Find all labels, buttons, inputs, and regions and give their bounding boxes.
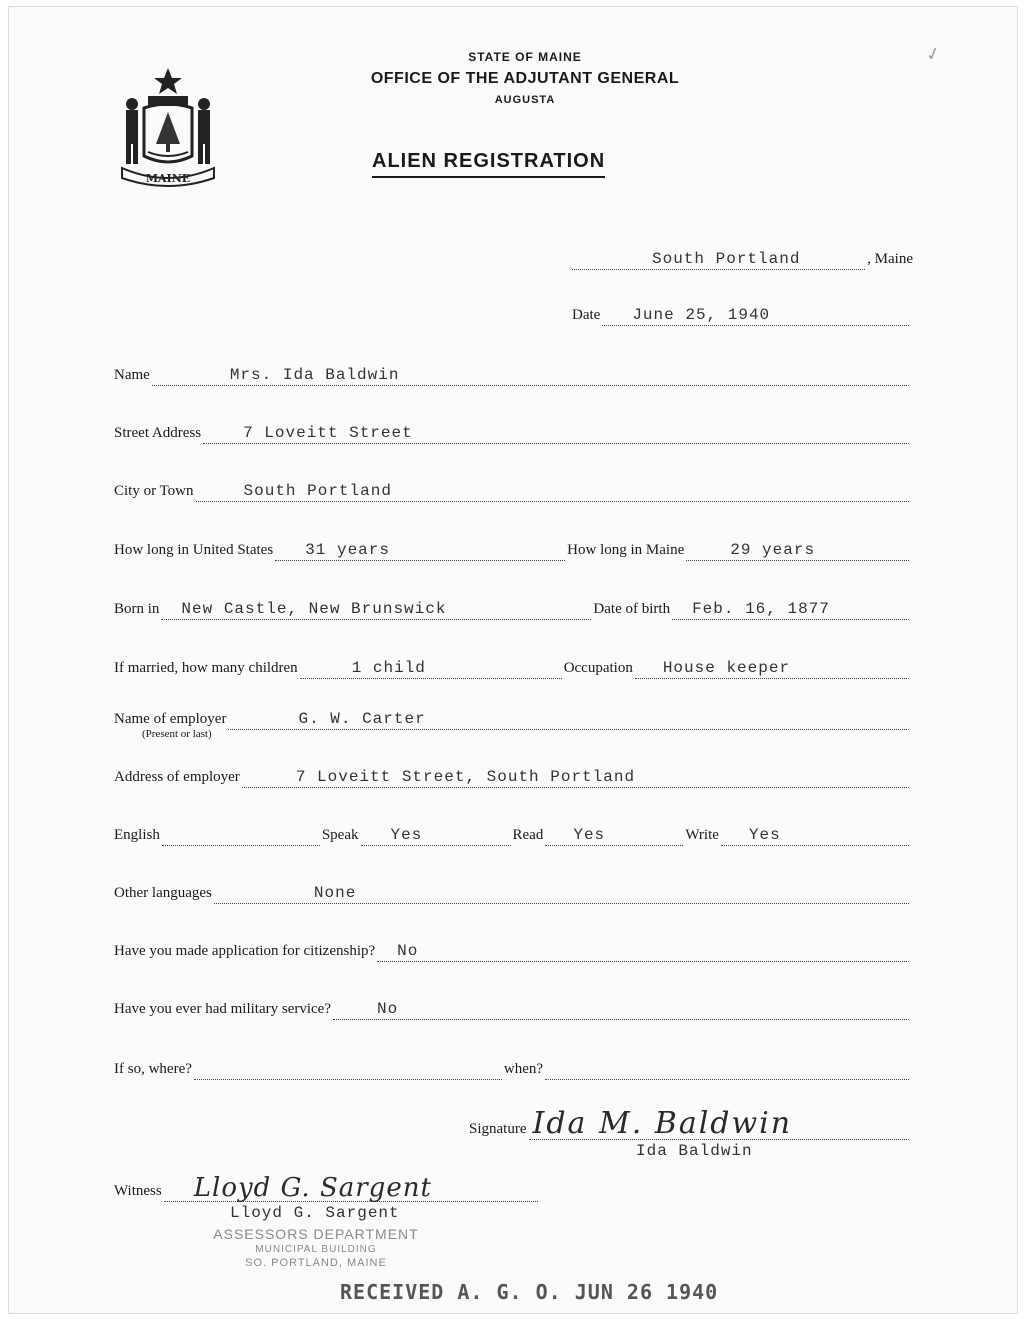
location-field: South Portland	[572, 249, 865, 270]
check-mark-icon: ✓	[923, 42, 944, 66]
employer-field: G. W. Carter	[228, 709, 909, 730]
service-location-line	[114, 1050, 911, 1080]
city-field: South Portland	[196, 481, 909, 502]
write-field: Yes	[721, 825, 909, 846]
english-label: English	[114, 827, 160, 843]
other-languages-label: Other languages	[114, 885, 212, 901]
citizenship-label: Have you made application for citizenship?	[114, 943, 376, 959]
street-line	[114, 414, 911, 444]
street-label: Street Address	[114, 425, 202, 441]
city-label: City or Town	[114, 483, 194, 499]
witness-typed-name: Lloyd G. Sargent	[230, 1204, 400, 1222]
name-line	[114, 356, 911, 386]
children-field: 1 child	[300, 658, 562, 679]
how-long-us-field: 31 years	[275, 540, 565, 561]
how-long-maine-field: 29 years	[686, 540, 909, 561]
witness-handwritten: Lloyd G. Sargent	[193, 1173, 432, 1203]
office-name: OFFICE OF THE ADJUTANT GENERAL	[370, 70, 680, 87]
employer-line	[114, 700, 911, 740]
employer-label: Name of employer	[114, 711, 227, 727]
other-languages-line	[114, 874, 911, 904]
english-field	[162, 825, 320, 846]
street-field: 7 Loveitt Street	[203, 423, 909, 444]
signature-line	[469, 1106, 911, 1141]
read-label: Read	[512, 827, 544, 843]
city-line	[114, 472, 911, 502]
dob-field: Feb. 16, 1877	[672, 599, 909, 620]
signature-field	[529, 1106, 910, 1141]
name-label: Name	[114, 367, 150, 383]
when-field	[545, 1059, 909, 1080]
military-line	[114, 990, 911, 1020]
location-line	[570, 240, 913, 270]
witness-field	[164, 1173, 538, 1203]
svg-text:MAINE: MAINE	[145, 172, 191, 185]
citizenship-line	[114, 932, 911, 962]
office-city: AUGUSTA	[494, 94, 556, 106]
date-label: Date	[572, 307, 601, 323]
received-stamp: RECEIVED A. G. O. JUN 26 1940	[340, 1280, 719, 1304]
military-label: Have you ever had military service?	[114, 1001, 331, 1017]
how-long-us-label: How long in United States	[114, 542, 274, 558]
birth-line	[114, 590, 911, 620]
when-label: when?	[503, 1061, 544, 1077]
signature-label: Signature	[469, 1121, 527, 1137]
born-in-field: New Castle, New Brunswick	[161, 599, 591, 620]
speak-field: Yes	[361, 825, 511, 846]
stamp-line-3: SO. PORTLAND, MAINE	[245, 1257, 387, 1269]
military-field: No	[333, 999, 909, 1020]
employer-address-label: Address of employer	[114, 769, 240, 785]
date-field: June 25, 1940	[602, 305, 909, 326]
witness-line	[114, 1172, 540, 1202]
date-line	[572, 296, 911, 326]
employer-address-line	[114, 758, 911, 788]
state-label: , Maine	[867, 251, 913, 267]
write-label: Write	[685, 827, 719, 843]
other-languages-field: None	[214, 883, 909, 904]
employer-address-field: 7 Loveitt Street, South Portland	[242, 767, 909, 788]
born-in-label: Born in	[114, 601, 160, 617]
state-name: STATE OF MAINE	[468, 50, 582, 64]
stamp-line-2: MUNICIPAL BUILDING	[255, 1244, 377, 1255]
name-field: Mrs. Ida Baldwin	[152, 365, 909, 386]
citizenship-field: No	[377, 941, 909, 962]
occupation-field: House keeper	[635, 658, 909, 679]
read-field: Yes	[545, 825, 683, 846]
where-label: If so, where?	[114, 1061, 192, 1077]
signature-typed-name: Ida Baldwin	[636, 1142, 753, 1160]
employer-sublabel: (Present or last)	[142, 728, 212, 740]
children-line	[114, 649, 911, 679]
witness-label: Witness	[114, 1183, 162, 1199]
maine-state-seal-icon	[114, 64, 222, 190]
dob-label: Date of birth	[593, 601, 671, 617]
signature-handwritten: Ida M. Baldwin	[532, 1106, 793, 1141]
residence-duration-line	[114, 531, 911, 561]
children-label: If married, how many children	[114, 660, 298, 676]
letterhead	[300, 48, 750, 106]
english-line	[114, 816, 911, 846]
form-title: ALIEN REGISTRATION	[372, 150, 605, 178]
how-long-maine-label: How long in Maine	[567, 542, 685, 558]
where-field	[194, 1059, 502, 1080]
speak-label: Speak	[321, 827, 359, 843]
stamp-line-1: ASSESSORS DEPARTMENT	[213, 1226, 419, 1242]
assessors-stamp	[196, 1226, 436, 1269]
occupation-label: Occupation	[563, 660, 633, 676]
